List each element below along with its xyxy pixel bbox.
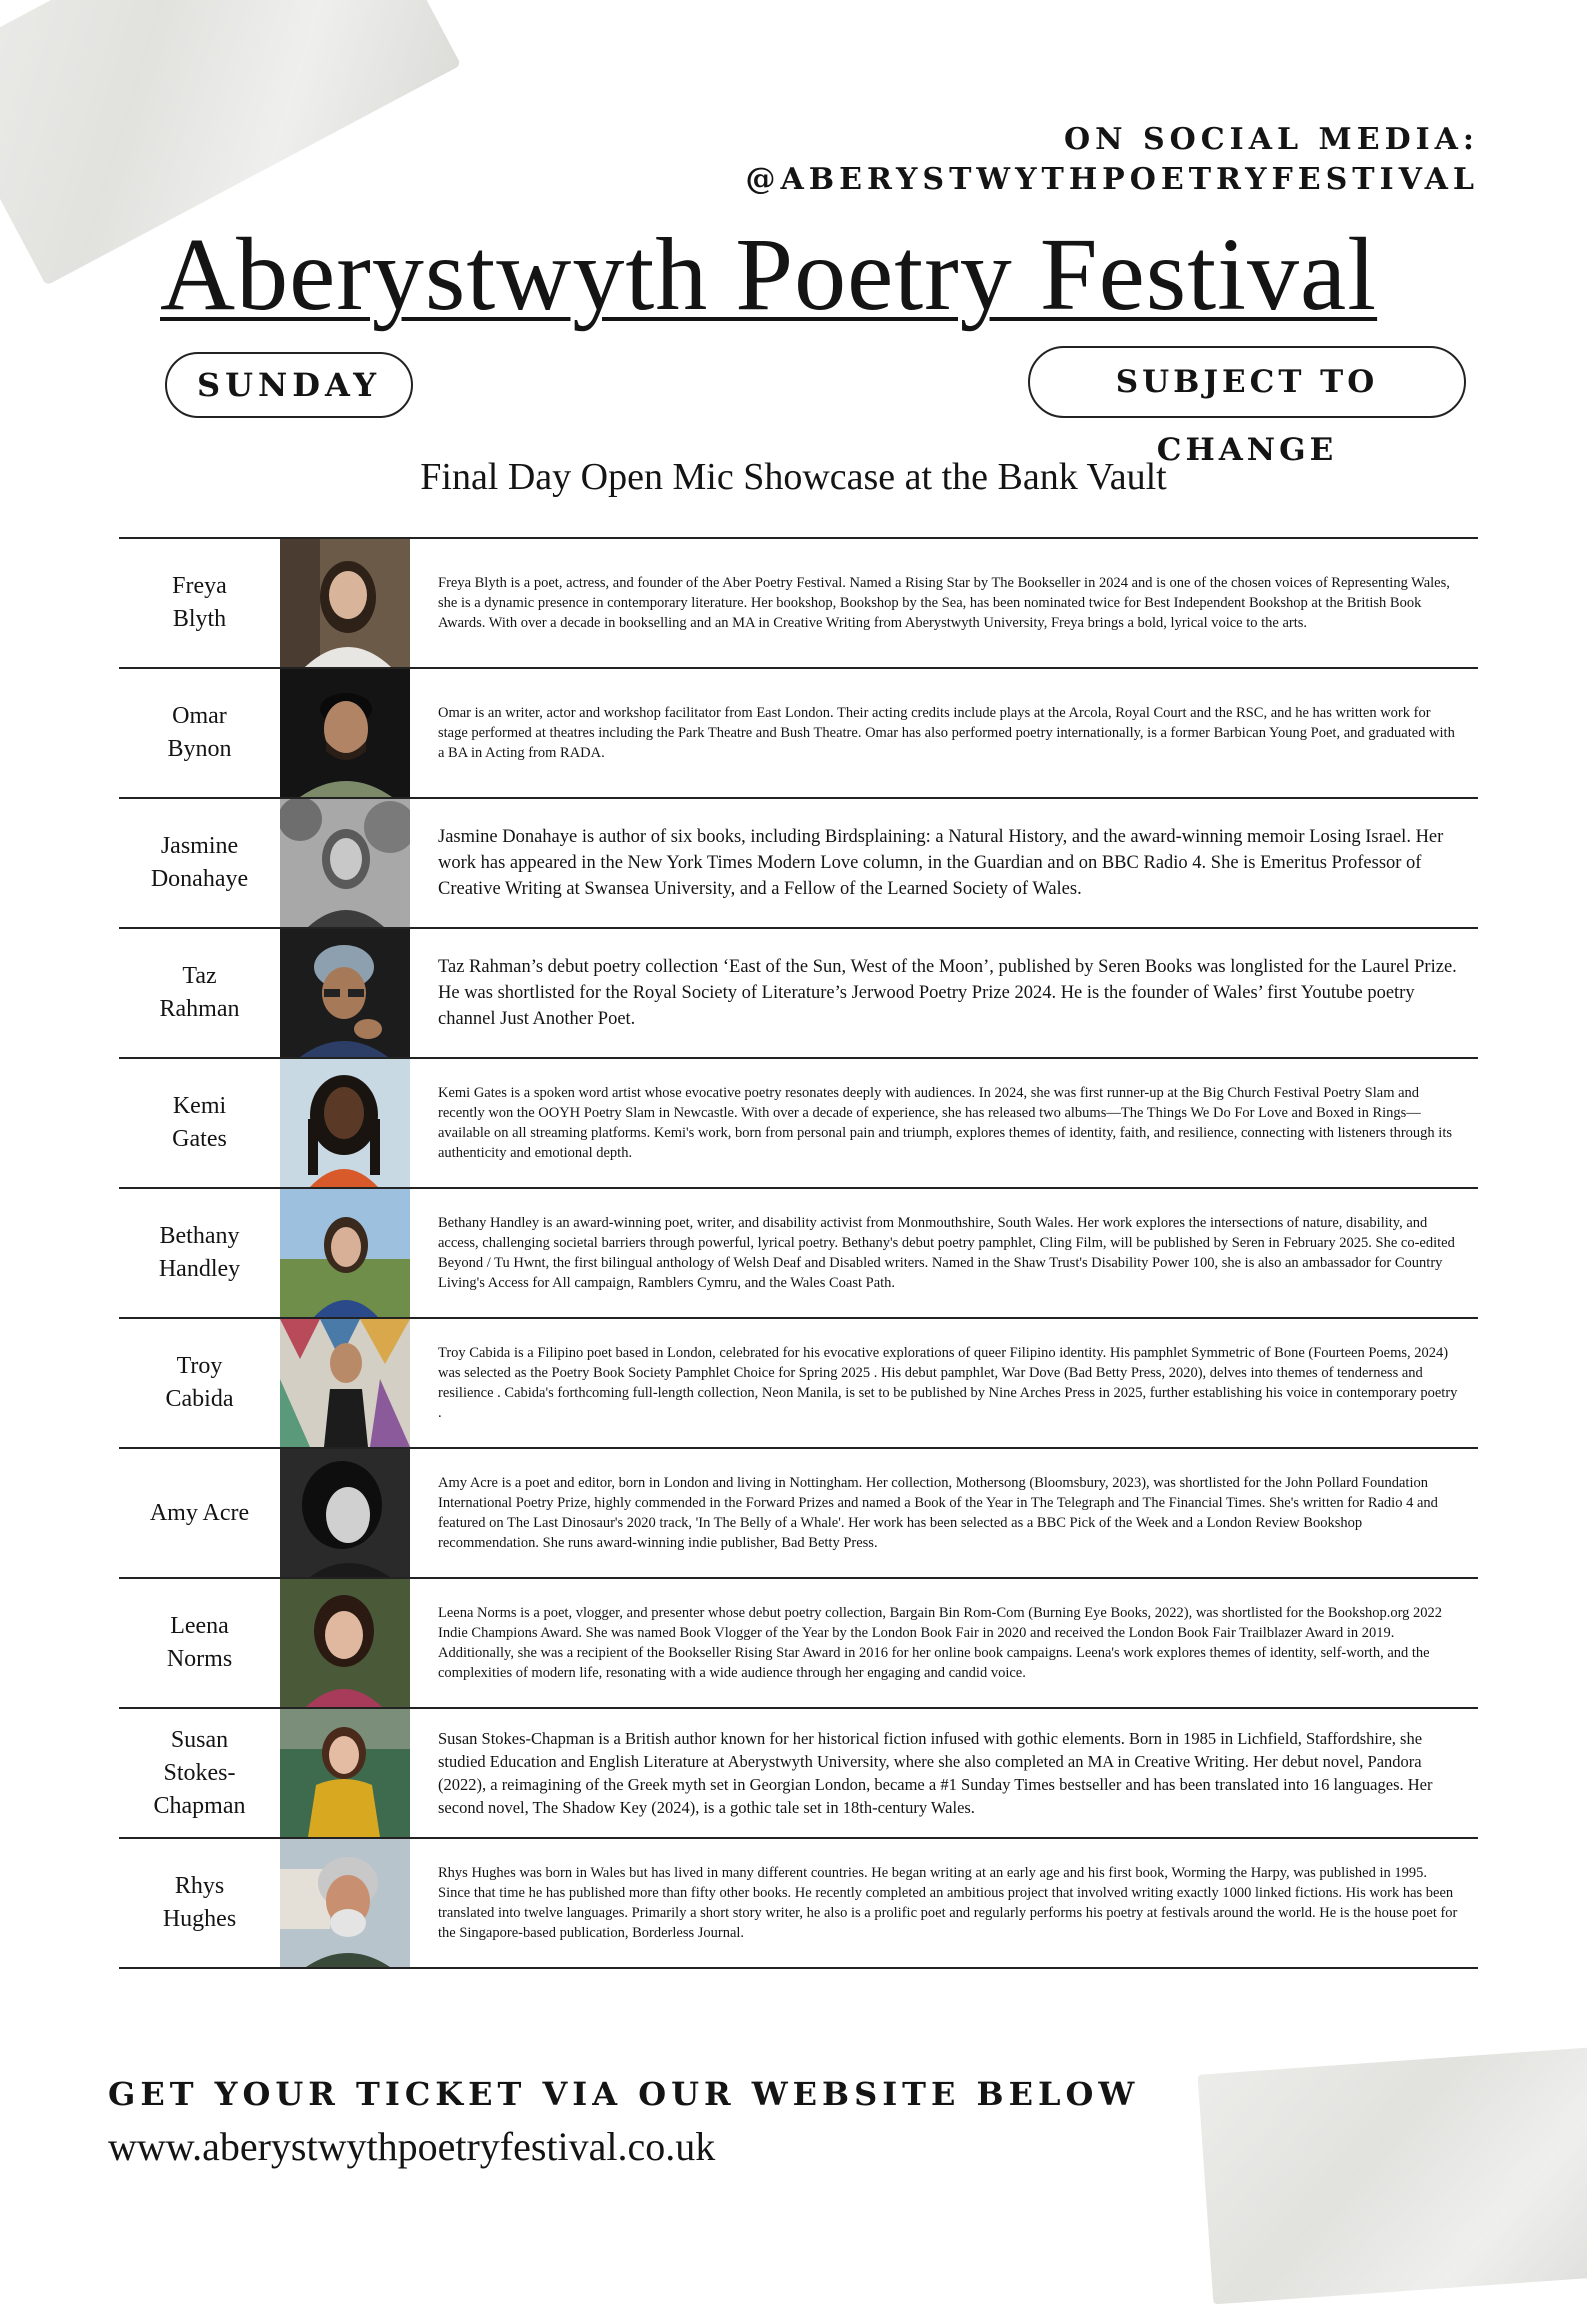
- performer-bio: Omar is an writer, actor and workshop facilitator from East London. Their acting credits include plays at the Arcola, Royal Court and the RSC, and he has written work for stage performed at theatres including the Park Theatre and Bush Theatre. Omar has also performed poetry internationally, is a former Barbican Young Poet, and graduated with a BA in Acting from RADA.: [438, 705, 1455, 761]
- performer-bio: Troy Cabida is a Filipino poet based in London, celebrated for his evocative explorations of queer Filipino identity. His pamphlet Symmetric of Bone (Fourteen Poems, 2024) was selected as the Poetry Book Society Pamphlet Choice for Spring 2025 . His debut pamphlet, War Dove (Bad Betty Press, 2020), delves into themes of tenderness and resilience . Cabida's forthcoming full-length collection, Neon Manila, is set to be published by Nine Arches Press in 2025, further establishing his voice in contemporary poetry .: [438, 1345, 1458, 1421]
- day-badge: SUNDAY: [165, 352, 413, 418]
- performer-photo: [280, 1839, 410, 1967]
- subject-to-change-badge: SUBJECT TO CHANGE: [1028, 346, 1466, 418]
- performer-bio: Leena Norms is a poet, vlogger, and presenter whose debut poetry collection, Bargain Bin Rom-Com (Burning Eye Books, 2022), was shortlisted for the Bookshop.org 2022 Indie Champions Award. She was named Book Vlogger of the Year by the London Book Fair in 2020 and received the London Book Fair Trailblazer Award in 2019. Additionally, she was a recipient of the Bookseller Rising Star Award in 2016 for her online book campaigns. Leena's work explores themes of identity, self-worth, and the complexities of modern life, resonating with a wide audience through her engaging and candid voice.: [438, 1605, 1443, 1681]
- ticket-cta: GET YOUR TICKET VIA OUR WEBSITE BELOW: [108, 2075, 1140, 2113]
- performer-photo: [280, 1189, 410, 1317]
- performer-bio: Taz Rahman’s debut poetry collection ‘East of the Sun, West of the Moon’, published by Seren Books was longlisted for the Laurel Prize. He was shortlisted for the Royal Society of Literature’s Jerwood Poetry Prize 2024. He is the founder of Wales’ first Youtube poetry channel Just Another Poet.: [438, 957, 1457, 1029]
- performer-photo: [280, 799, 410, 927]
- performer-name: Freya Blyth: [172, 573, 227, 632]
- performer-bio: Kemi Gates is a spoken word artist whose evocative poetry resonates deeply with audiences. In 2024, she was first runner-up at the Big Church Festival Poetry Slam and recently won the OOYH Poetry Slam in Newcastle. With over a decade of experience, she has released two albums—The Things We Do For Love and Boxed in Rings—available on all streaming platforms. Kemi's work, born from personal pain and triumph, explores themes of identity, faith, and resilience, connecting with listeners through its authenticity and emotional depth.: [438, 1085, 1453, 1161]
- performer-row: [119, 1449, 1478, 1579]
- performer-name: Omar Bynon: [167, 703, 232, 762]
- performer-bio: Rhys Hughes was born in Wales but has lived in many different countries. He began writing at an early age and his first book, Worming the Harpy, was published in 1995. Since that time he has published more than fifty other books. He recently completed an ambitious project that involved writing exactly 1000 linked fictions. His work has been translated into twelve languages. Primarily a short story writer, he also is a prolific poet and regularly performs his poetry at festivals around the world. He is the house poet for the Singapore-based publication, Borderless Journal.: [438, 1865, 1458, 1941]
- performer-photo: [280, 929, 410, 1057]
- performer-name: Rhys Hughes: [162, 1873, 237, 1932]
- performer-photo: [280, 1579, 410, 1707]
- performer-row: [119, 1579, 1478, 1709]
- performer-row: [119, 669, 1478, 799]
- performer-bio: Susan Stokes-Chapman is a British author known for her historical fiction infused with gothic elements. Born in 1985 in Lichfield, Staffordshire, she studied Education and English Literature at Aberystwyth University, where she also completed an MA in Creative Writing. Her debut novel, Pandora (2022), a reimagining of the Greek myth set in Georgian London, became a #1 Sunday Times bestseller and has been translated into 16 languages. Her second novel, The Shadow Key (2024), is a gothic tale set in 18th-century Wales.: [438, 1729, 1433, 1817]
- performer-name: Taz Rahman: [159, 963, 240, 1022]
- performer-name: Leena Norms: [166, 1613, 233, 1672]
- performer-bio: Bethany Handley is an award-winning poet, writer, and disability activist from Monmouthshire, South Wales. Her work explores the intersections of nature, disability, and access, challenging societal barriers through powerful, lyrical poetry. Bethany's debut poetry pamphlet, Cling Film, will be published by Seren in February 2025. She co-edited Beyond / Tu Hwnt, the first bilingual anthology of Welsh Deaf and Disabled writers. Named in the Shaw Trust's Disability Power 100, she is also an ambassador for Country Living's Access for All campaign, Ramblers Cymru, and the Wales Coast Path.: [438, 1215, 1455, 1291]
- decorative-tape-bottom: [1197, 2046, 1587, 2304]
- event-title: Final Day Open Mic Showcase at the Bank Vault: [420, 456, 1167, 498]
- performer-bio: Jasmine Donahaye is author of six books, including Birdsplaining: a Natural History, and the award-winning memoir Losing Israel. Her work has appeared in the New York Times Modern Love column, in the Guardian and on BBC Radio 4. She is Emeritus Professor of Creative Writing at Swansea University, and a Fellow of the Learned Society of Wales.: [438, 827, 1444, 899]
- performer-name: Troy Cabida: [165, 1353, 234, 1412]
- performer-name: Susan Stokes- Chapman: [153, 1726, 246, 1819]
- performer-name: Amy Acre: [149, 1499, 250, 1526]
- performer-name: Bethany Handley: [158, 1223, 241, 1282]
- festival-title: Aberystwyth Poetry Festival: [160, 217, 1378, 332]
- performer-row: [119, 1709, 1478, 1839]
- social-label: ON SOCIAL MEDIA:: [1064, 122, 1479, 157]
- performer-photo: [280, 1319, 410, 1447]
- performer-name: Kemi Gates: [172, 1093, 227, 1152]
- social-media-handle: [745, 120, 1479, 200]
- performer-photo: [280, 539, 410, 667]
- performer-row: [119, 929, 1478, 1059]
- performer-table: [119, 537, 1478, 1969]
- performer-photo: [280, 1449, 410, 1577]
- performer-row: [119, 1189, 1478, 1319]
- performer-bio: Amy Acre is a poet and editor, born in London and living in Nottingham. Her collection, Mothersong (Bloomsbury, 2023), was shortlisted for the John Pollard Foundation International Poetry Prize, highly commended in the Forward Prizes and named a Book of the Year in The Telegraph and The Financial Times. She's written for Radio 4 and featured on The Last Dinosaur's 2020 track, 'In The Belly of a Whale'. Her work has been selected as a BBC Pick of the Week and a London Review Bookshop recommendation. She runs award-winning indie publisher, Bad Betty Press.: [438, 1475, 1438, 1551]
- social-handle: @ABERYSTWYTHPOETRYFESTIVAL: [745, 162, 1479, 197]
- performer-row: [119, 1839, 1478, 1969]
- performer-photo: [280, 669, 410, 797]
- performer-bio: Freya Blyth is a poet, actress, and founder of the Aber Poetry Festival. Named a Rising Star by The Bookseller in 2024 and is one of the chosen voices of Representing Wales, she is a dynamic presence in contemporary literature. Her bookshop, Bookshop by the Sea, has been nominated twice for Best Independent Bookshop at the British Book Awards. With over a decade in bookselling and an MA in Creative Writing from Aberystwyth University, Freya brings a bold, lyrical voice to the arts.: [438, 575, 1450, 631]
- performer-row: [119, 1059, 1478, 1189]
- website-link[interactable]: www.aberystwythpoetryfestival.co.uk: [108, 2124, 716, 2169]
- performer-row: [119, 1319, 1478, 1449]
- performer-photo: [280, 1709, 410, 1837]
- performer-row: [119, 799, 1478, 929]
- performer-photo: [280, 1059, 410, 1187]
- performer-row: [119, 539, 1478, 669]
- performer-name: Jasmine Donahaye: [150, 833, 249, 892]
